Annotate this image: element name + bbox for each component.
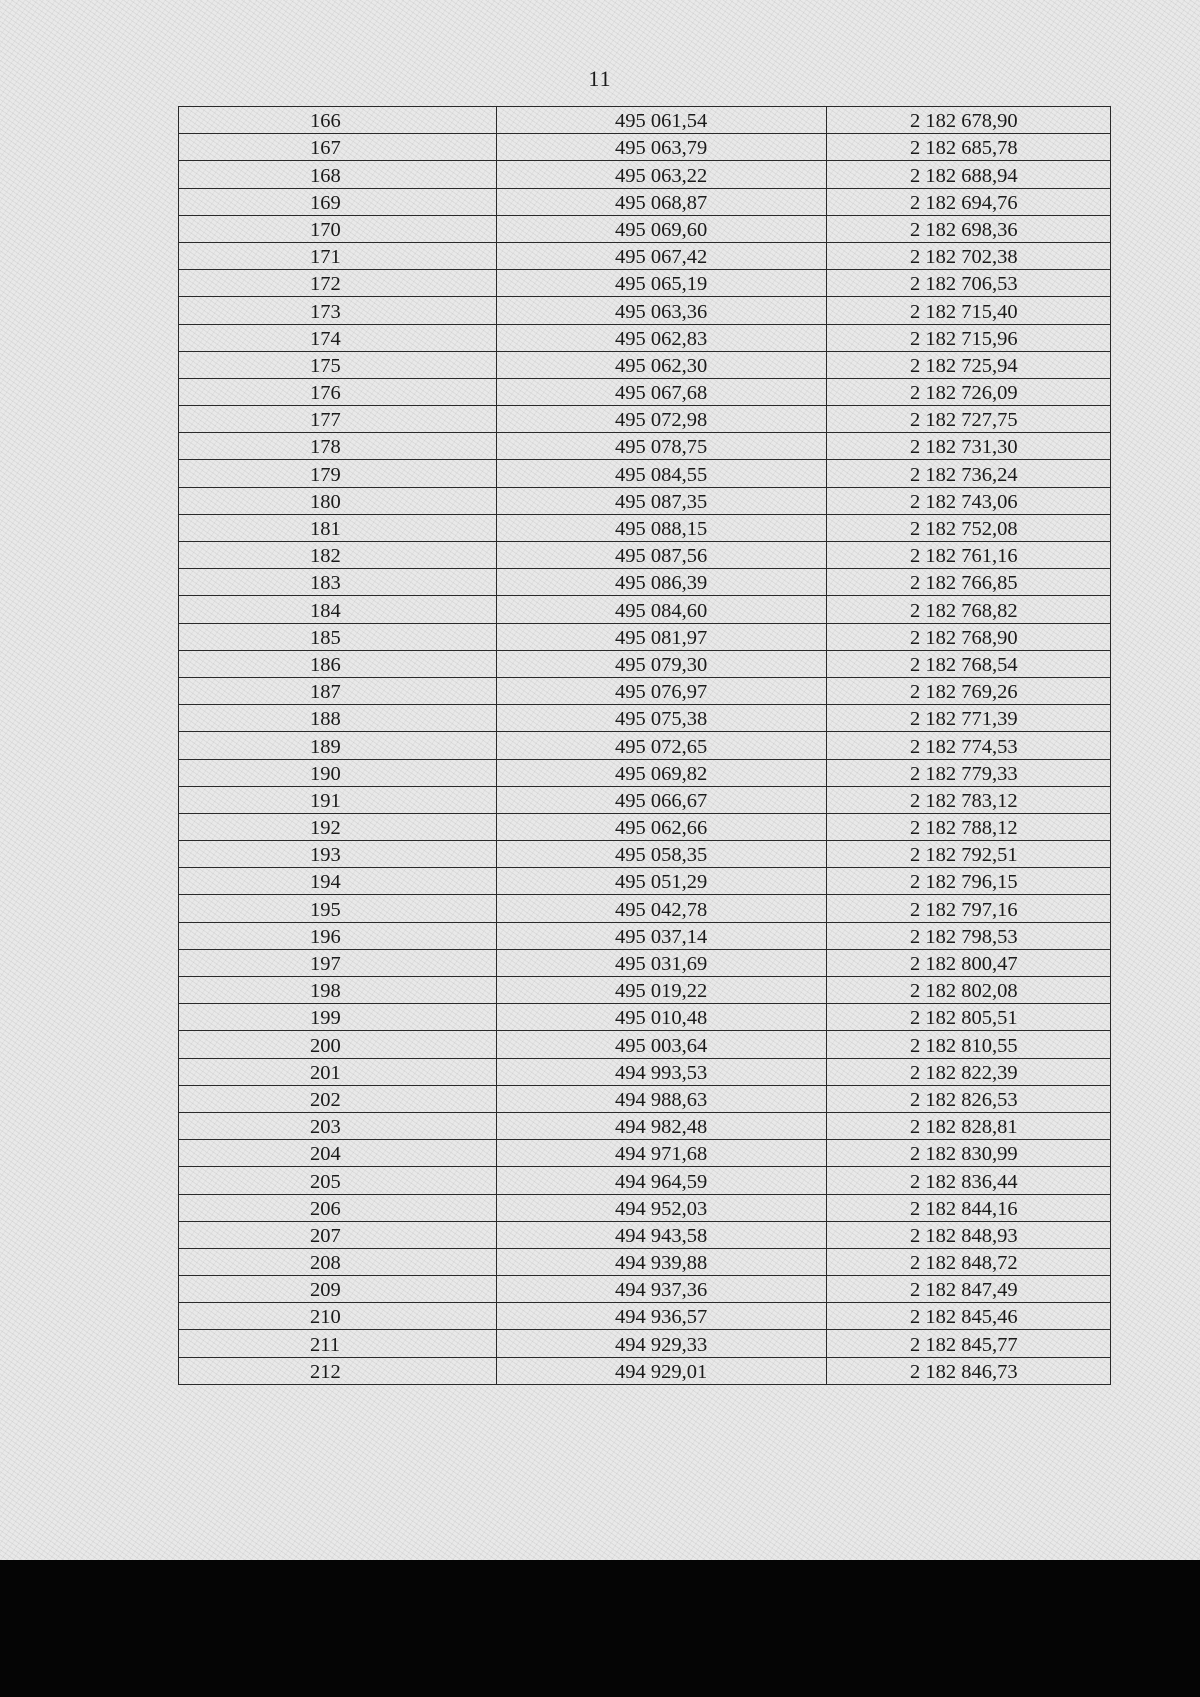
page-number: 11	[588, 66, 612, 91]
x-coordinate-cell: 495 088,15	[497, 514, 827, 541]
y-coordinate-cell: 2 182 726,09	[827, 378, 1111, 405]
y-coordinate-cell: 2 182 798,53	[827, 922, 1111, 949]
y-coordinate-cell: 2 182 768,90	[827, 623, 1111, 650]
table-row	[179, 542, 1111, 569]
point-number-cell: 196	[179, 922, 497, 949]
x-coordinate-cell: 494 971,68	[497, 1140, 827, 1167]
y-coordinate-cell: 2 182 847,49	[827, 1276, 1111, 1303]
point-number-cell: 187	[179, 677, 497, 704]
y-coordinate-cell: 2 182 688,94	[827, 161, 1111, 188]
x-coordinate-cell: 495 079,30	[497, 650, 827, 677]
y-coordinate-cell: 2 182 844,16	[827, 1194, 1111, 1221]
point-number-cell: 179	[179, 460, 497, 487]
table-row	[179, 1167, 1111, 1194]
x-coordinate-cell: 495 066,67	[497, 786, 827, 813]
table-row	[179, 351, 1111, 378]
point-number-cell: 167	[179, 134, 497, 161]
table-row	[179, 487, 1111, 514]
table-row	[179, 1058, 1111, 1085]
x-coordinate-cell: 495 072,98	[497, 406, 827, 433]
point-number-cell: 176	[179, 378, 497, 405]
y-coordinate-cell: 2 182 805,51	[827, 1004, 1111, 1031]
point-number-cell: 173	[179, 297, 497, 324]
y-coordinate-cell: 2 182 845,46	[827, 1303, 1111, 1330]
table-row	[179, 949, 1111, 976]
x-coordinate-cell: 495 063,79	[497, 134, 827, 161]
table-row	[179, 1031, 1111, 1058]
y-coordinate-cell: 2 182 788,12	[827, 813, 1111, 840]
point-number-cell: 198	[179, 977, 497, 1004]
table-row	[179, 922, 1111, 949]
y-coordinate-cell: 2 182 768,82	[827, 596, 1111, 623]
x-coordinate-cell: 494 988,63	[497, 1085, 827, 1112]
y-coordinate-cell: 2 182 846,73	[827, 1357, 1111, 1384]
table-row	[179, 786, 1111, 813]
table-row	[179, 1248, 1111, 1275]
table-row	[179, 1004, 1111, 1031]
point-number-cell: 190	[179, 759, 497, 786]
y-coordinate-cell: 2 182 810,55	[827, 1031, 1111, 1058]
y-coordinate-cell: 2 182 685,78	[827, 134, 1111, 161]
y-coordinate-cell: 2 182 727,75	[827, 406, 1111, 433]
point-number-cell: 201	[179, 1058, 497, 1085]
point-number-cell: 197	[179, 949, 497, 976]
table-row	[179, 841, 1111, 868]
x-coordinate-cell: 495 067,68	[497, 378, 827, 405]
point-number-cell: 211	[179, 1330, 497, 1357]
y-coordinate-cell: 2 182 828,81	[827, 1112, 1111, 1139]
table-row	[179, 460, 1111, 487]
x-coordinate-cell: 495 003,64	[497, 1031, 827, 1058]
coordinates-table	[178, 106, 1111, 1385]
table-row	[179, 732, 1111, 759]
table-row	[179, 1330, 1111, 1357]
x-coordinate-cell: 495 069,82	[497, 759, 827, 786]
table-row	[179, 1276, 1111, 1303]
point-number-cell: 204	[179, 1140, 497, 1167]
point-number-cell: 178	[179, 433, 497, 460]
point-number-cell: 188	[179, 705, 497, 732]
table-row	[179, 1221, 1111, 1248]
x-coordinate-cell: 495 078,75	[497, 433, 827, 460]
scan-black-border	[0, 1560, 1200, 1697]
point-number-cell: 166	[179, 107, 497, 134]
table-row	[179, 1112, 1111, 1139]
y-coordinate-cell: 2 182 830,99	[827, 1140, 1111, 1167]
point-number-cell: 183	[179, 569, 497, 596]
x-coordinate-cell: 495 062,66	[497, 813, 827, 840]
point-number-cell: 202	[179, 1085, 497, 1112]
point-number-cell: 169	[179, 188, 497, 215]
table-row	[179, 569, 1111, 596]
x-coordinate-cell: 495 067,42	[497, 242, 827, 269]
y-coordinate-cell: 2 182 848,93	[827, 1221, 1111, 1248]
y-coordinate-cell: 2 182 769,26	[827, 677, 1111, 704]
table-row	[179, 107, 1111, 134]
point-number-cell: 185	[179, 623, 497, 650]
x-coordinate-cell: 495 051,29	[497, 868, 827, 895]
table-row	[179, 1303, 1111, 1330]
point-number-cell: 177	[179, 406, 497, 433]
point-number-cell: 208	[179, 1248, 497, 1275]
y-coordinate-cell: 2 182 698,36	[827, 215, 1111, 242]
point-number-cell: 203	[179, 1112, 497, 1139]
y-coordinate-cell: 2 182 771,39	[827, 705, 1111, 732]
y-coordinate-cell: 2 182 802,08	[827, 977, 1111, 1004]
x-coordinate-cell: 494 952,03	[497, 1194, 827, 1221]
table-row	[179, 705, 1111, 732]
x-coordinate-cell: 495 075,38	[497, 705, 827, 732]
y-coordinate-cell: 2 182 779,33	[827, 759, 1111, 786]
point-number-cell: 180	[179, 487, 497, 514]
table-row	[179, 1140, 1111, 1167]
y-coordinate-cell: 2 182 800,47	[827, 949, 1111, 976]
point-number-cell: 195	[179, 895, 497, 922]
x-coordinate-cell: 495 058,35	[497, 841, 827, 868]
y-coordinate-cell: 2 182 715,96	[827, 324, 1111, 351]
x-coordinate-cell: 495 087,56	[497, 542, 827, 569]
x-coordinate-cell: 494 929,33	[497, 1330, 827, 1357]
point-number-cell: 212	[179, 1357, 497, 1384]
point-number-cell: 206	[179, 1194, 497, 1221]
x-coordinate-cell: 495 086,39	[497, 569, 827, 596]
y-coordinate-cell: 2 182 792,51	[827, 841, 1111, 868]
table-row	[179, 623, 1111, 650]
x-coordinate-cell: 495 063,36	[497, 297, 827, 324]
x-coordinate-cell: 495 062,83	[497, 324, 827, 351]
x-coordinate-cell: 495 010,48	[497, 1004, 827, 1031]
point-number-cell: 191	[179, 786, 497, 813]
x-coordinate-cell: 495 031,69	[497, 949, 827, 976]
point-number-cell: 192	[179, 813, 497, 840]
table-row	[179, 868, 1111, 895]
point-number-cell: 186	[179, 650, 497, 677]
y-coordinate-cell: 2 182 743,06	[827, 487, 1111, 514]
point-number-cell: 184	[179, 596, 497, 623]
x-coordinate-cell: 495 081,97	[497, 623, 827, 650]
point-number-cell: 170	[179, 215, 497, 242]
x-coordinate-cell: 494 964,59	[497, 1167, 827, 1194]
y-coordinate-cell: 2 182 731,30	[827, 433, 1111, 460]
x-coordinate-cell: 495 037,14	[497, 922, 827, 949]
point-number-cell: 182	[179, 542, 497, 569]
table-row	[179, 242, 1111, 269]
x-coordinate-cell: 494 943,58	[497, 1221, 827, 1248]
y-coordinate-cell: 2 182 768,54	[827, 650, 1111, 677]
x-coordinate-cell: 495 062,30	[497, 351, 827, 378]
y-coordinate-cell: 2 182 715,40	[827, 297, 1111, 324]
table-row	[179, 215, 1111, 242]
table-row	[179, 677, 1111, 704]
point-number-cell: 210	[179, 1303, 497, 1330]
table-row	[179, 433, 1111, 460]
table-row	[179, 650, 1111, 677]
table-row	[179, 161, 1111, 188]
table-row	[179, 895, 1111, 922]
x-coordinate-cell: 495 084,55	[497, 460, 827, 487]
point-number-cell: 209	[179, 1276, 497, 1303]
y-coordinate-cell: 2 182 845,77	[827, 1330, 1111, 1357]
x-coordinate-cell: 495 069,60	[497, 215, 827, 242]
x-coordinate-cell: 494 936,57	[497, 1303, 827, 1330]
y-coordinate-cell: 2 182 702,38	[827, 242, 1111, 269]
table-row	[179, 188, 1111, 215]
table-row	[179, 270, 1111, 297]
x-coordinate-cell: 495 065,19	[497, 270, 827, 297]
table-row	[179, 324, 1111, 351]
point-number-cell: 200	[179, 1031, 497, 1058]
x-coordinate-cell: 495 087,35	[497, 487, 827, 514]
y-coordinate-cell: 2 182 752,08	[827, 514, 1111, 541]
point-number-cell: 205	[179, 1167, 497, 1194]
point-number-cell: 207	[179, 1221, 497, 1248]
x-coordinate-cell: 495 042,78	[497, 895, 827, 922]
y-coordinate-cell: 2 182 766,85	[827, 569, 1111, 596]
table-row	[179, 1085, 1111, 1112]
x-coordinate-cell: 495 072,65	[497, 732, 827, 759]
point-number-cell: 171	[179, 242, 497, 269]
y-coordinate-cell: 2 182 774,53	[827, 732, 1111, 759]
coordinates-table-body	[179, 107, 1111, 1385]
table-row	[179, 813, 1111, 840]
point-number-cell: 194	[179, 868, 497, 895]
point-number-cell: 193	[179, 841, 497, 868]
x-coordinate-cell: 494 929,01	[497, 1357, 827, 1384]
table-row	[179, 514, 1111, 541]
point-number-cell: 189	[179, 732, 497, 759]
table-row	[179, 1357, 1111, 1384]
y-coordinate-cell: 2 182 822,39	[827, 1058, 1111, 1085]
x-coordinate-cell: 495 084,60	[497, 596, 827, 623]
table-row	[179, 406, 1111, 433]
y-coordinate-cell: 2 182 783,12	[827, 786, 1111, 813]
table-row	[179, 977, 1111, 1004]
point-number-cell: 199	[179, 1004, 497, 1031]
y-coordinate-cell: 2 182 761,16	[827, 542, 1111, 569]
point-number-cell: 175	[179, 351, 497, 378]
y-coordinate-cell: 2 182 836,44	[827, 1167, 1111, 1194]
x-coordinate-cell: 494 993,53	[497, 1058, 827, 1085]
x-coordinate-cell: 495 063,22	[497, 161, 827, 188]
y-coordinate-cell: 2 182 706,53	[827, 270, 1111, 297]
y-coordinate-cell: 2 182 736,24	[827, 460, 1111, 487]
table-row	[179, 134, 1111, 161]
point-number-cell: 168	[179, 161, 497, 188]
y-coordinate-cell: 2 182 797,16	[827, 895, 1111, 922]
table-row	[179, 759, 1111, 786]
table-row	[179, 297, 1111, 324]
x-coordinate-cell: 495 076,97	[497, 677, 827, 704]
x-coordinate-cell: 494 937,36	[497, 1276, 827, 1303]
y-coordinate-cell: 2 182 678,90	[827, 107, 1111, 134]
table-row	[179, 1194, 1111, 1221]
point-number-cell: 181	[179, 514, 497, 541]
y-coordinate-cell: 2 182 848,72	[827, 1248, 1111, 1275]
y-coordinate-cell: 2 182 826,53	[827, 1085, 1111, 1112]
y-coordinate-cell: 2 182 694,76	[827, 188, 1111, 215]
x-coordinate-cell: 494 982,48	[497, 1112, 827, 1139]
x-coordinate-cell: 495 061,54	[497, 107, 827, 134]
x-coordinate-cell: 495 068,87	[497, 188, 827, 215]
table-row	[179, 596, 1111, 623]
point-number-cell: 174	[179, 324, 497, 351]
x-coordinate-cell: 495 019,22	[497, 977, 827, 1004]
point-number-cell: 172	[179, 270, 497, 297]
y-coordinate-cell: 2 182 796,15	[827, 868, 1111, 895]
x-coordinate-cell: 494 939,88	[497, 1248, 827, 1275]
y-coordinate-cell: 2 182 725,94	[827, 351, 1111, 378]
table-row	[179, 378, 1111, 405]
